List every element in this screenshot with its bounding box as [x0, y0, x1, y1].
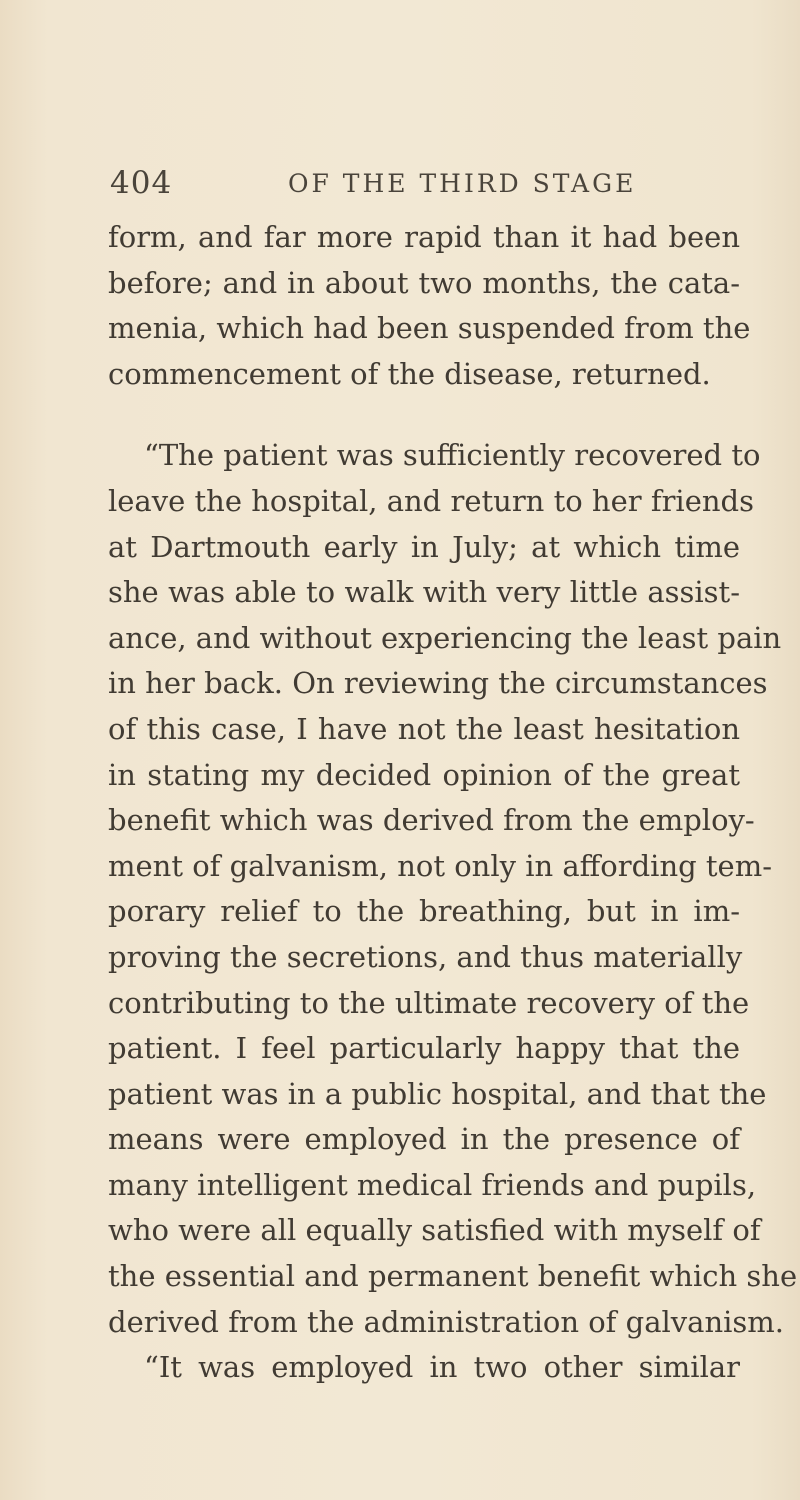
paragraph [108, 433, 798, 1345]
paragraph-gap [108, 397, 740, 433]
text-line: means were employed in the presence of [108, 1122, 740, 1157]
text-line: patient. I feel particularly happy that the [108, 1031, 740, 1066]
text-line: benefit which was derived from the employ- [108, 803, 755, 838]
paragraph [108, 215, 751, 397]
text-line: ance, and without experiencing the least pain [108, 620, 782, 655]
text-line: derived from the administration of galvanism. [108, 1304, 784, 1339]
body-text [108, 215, 798, 1391]
text-line: many intelligent medical friends and pupils, [108, 1167, 757, 1202]
text-line: proving the secretions, and thus materially [108, 939, 743, 974]
running-head [110, 165, 750, 205]
text-line: the essential and permanent benefit which she [108, 1259, 798, 1294]
text-line: “The patient was sufficiently recovered to [144, 438, 761, 473]
text-line: ment of galvanism, not only in affording tem- [108, 848, 773, 883]
text-line: in her back. On reviewing the circumstances [108, 666, 768, 701]
text-line: who were all equally satisfied with myself of [108, 1213, 761, 1248]
running-title: OF THE THIRD STAGE [288, 169, 637, 198]
paragraph [108, 1345, 740, 1391]
text-line: porary relief to the breathing, but in im- [108, 894, 740, 929]
text-line: “It was employed in two other similar [144, 1350, 740, 1385]
text-line: at Dartmouth early in July; at which time [108, 529, 740, 564]
text-line: commencement of the disease, returned. [108, 356, 711, 391]
text-line: leave the hospital, and return to her friends [108, 483, 754, 518]
text-line: of this case, I have not the least hesitation [108, 711, 740, 746]
text-line: menia, which had been suspended from the [108, 311, 751, 346]
text-line: in stating my decided opinion of the great [108, 757, 740, 792]
text-line: patient was in a public hospital, and that the [108, 1076, 767, 1111]
text-line: contributing to the ultimate recovery of the [108, 985, 750, 1020]
text-line: before; and in about two months, the cata- [108, 265, 740, 300]
text-line: she was able to walk with very little assist- [108, 575, 740, 610]
text-line: form, and far more rapid than it had been [108, 220, 740, 254]
page-number: 404 [110, 165, 173, 201]
